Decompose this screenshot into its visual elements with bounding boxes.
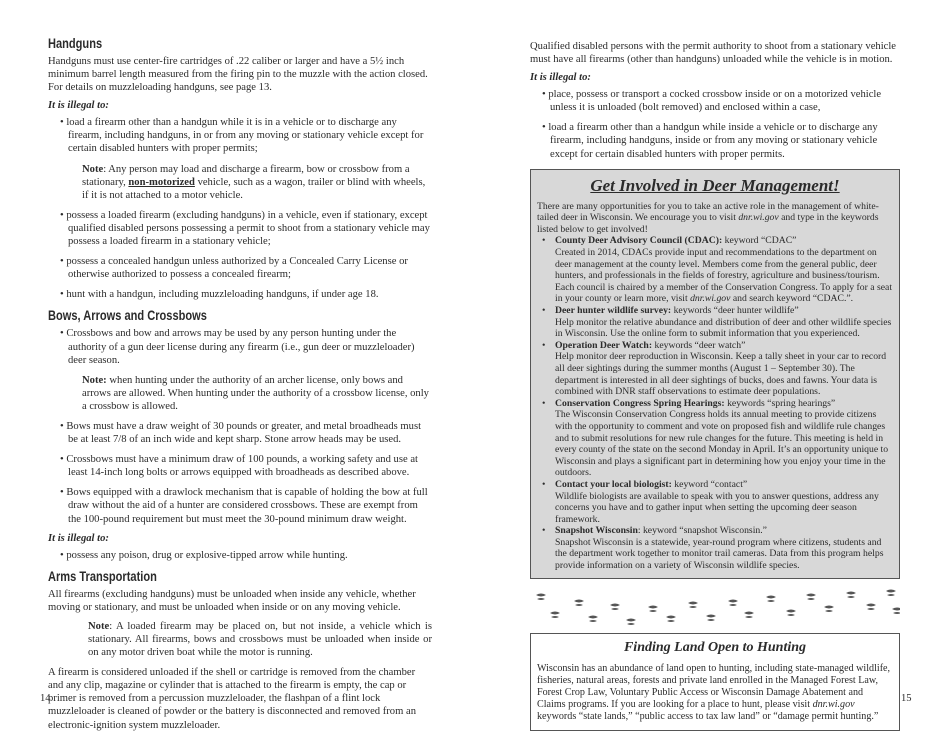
list-item: • Bows equipped with a drawlock mechanism that is capable of holding the bow at full draw without the aid of a hunter are considered crossbows. These are exempt from the 100-pound requirement but must meet the 30-pound minimum draw weight. xyxy=(60,486,432,525)
right-intro: Qualified disabled persons with the permit authority to shoot from a stationary vehicle must have all firearms (other than handguns) unloaded while the vehicle is in motion. xyxy=(530,41,896,66)
illegal-label: It is illegal to: xyxy=(530,72,591,84)
arms-para: A firearm is considered unloaded if the shell or cartridge is removed from the chamber and any clip, magazine or cylinder that is attached to the firearm is empty, the cap or primer is removed from a percussion muzzleloader, the flashpan of a flint lock muzzleloader is cleaned of powder or the battery is disconnected and removed from an electronic-ignition system muzzleloader. xyxy=(48,667,416,731)
deer-item: • Operation Deer Watch: keywords “deer watch” Help monitor deer reproduction in Wisconsin. Keep a tally sheet in your car to record all deer sightings during the summer months (August 1 – September 30). The department is interested in all deer sightings of bucks, does and fawns. Your data is combined with DNR staff observations to estimate deer populations. xyxy=(555,340,893,398)
right-page xyxy=(530,36,900,731)
land-box-text: Wisconsin has an abundance of land open to hunting, including state-managed wildlife, fisheries, natural areas, forests and private land enrolled in the Managed Forest Law, Forest Crop Law, Voluntary Public Access or Wisconsin Damage Abatement and Claims programs. If you are looking for a place to hunt, please visit dnr.wi.gov keywords “state lands,” “public access to tax law land” or “damage permit hunting.” xyxy=(537,662,891,723)
list-item: • possess a loaded firearm (excluding handguns) in a vehicle, even if stationary, except qualified disabled persons possessing a permit to shoot from a stationary vehicle may possess a loaded firearm in a stationary vehicle; xyxy=(60,209,432,248)
page-number-right: 15 xyxy=(901,693,912,704)
deer-management-box xyxy=(530,169,900,579)
deer-item: • County Deer Advisory Council (CDAC): keyword “CDAC” Created in 2014, CDACs provide input and recommendations to the department on deer management at the county level. Members come from the general public, deer hunters, and professionals in the fields of forestry, agriculture and business/tourism. Each council is chaired by a member of the Conservation Congress. To apply for a seat in your county or learn more, visit dnr.wi.gov and search keyword “CDAC.”. xyxy=(555,235,893,305)
illegal-label: It is illegal to: xyxy=(48,532,109,544)
page-number-left: 14 xyxy=(40,693,51,704)
arms-para: All firearms (excluding handguns) must be unloaded when inside any vehicle, whether moving or stationary, and must be unloaded when inside or on any moving vehicle. xyxy=(48,588,416,613)
bows-heading: Bows, Arrows and Crossbows xyxy=(48,308,207,324)
deer-item: • Deer hunter wildlife survey: keywords “deer hunter wildlife” Help monitor the relative abundance and distribution of deer and other wildlife species in Wisconsin. Use the online form to submit information that you experienced. xyxy=(555,305,893,340)
arms-heading: Arms Transportation xyxy=(48,568,157,584)
list-item: • Crossbows must have a minimum draw of 100 pounds, a working safety and use at least 14-inch long bolts or arrows equipped with broadheads as described above. xyxy=(60,453,432,479)
note: Note: A loaded firearm may be placed on, but not inside, a vehicle which is stationary. All firearms, bows and crossbows must be unloaded when inside or on any motor driven boat while the motor is running. xyxy=(88,620,432,659)
deer-items-list xyxy=(537,235,893,571)
land-box-title: Finding Land Open to Hunting xyxy=(623,639,807,655)
list-item: • possess any poison, drug or explosive-tipped arrow while hunting. xyxy=(60,549,432,562)
list-item: • Bows must have a draw weight of 30 pounds or greater, and metal broadheads must be at least 7/8 of an inch wide and kept sharp. Stone arrow heads may be used. xyxy=(60,420,432,446)
list-item: • load a firearm other than a handgun while inside a vehicle or to discharge any firearm, including handguns, inside or from any moving or stationary vehicle except for certain disabled hunters with proper permits. xyxy=(542,121,900,160)
list-item: • possess a concealed handgun unless authorized by a Concealed Carry License or otherwise authorized to possess a concealed firearm; xyxy=(60,255,432,281)
land-box xyxy=(530,633,900,731)
note: Note: Any person may load and discharge a firearm, bow or crossbow from a stationary, non-motorized vehicle, such as a wagon, trailer or blind with wheels, if it is not attached to a motor vehicle. xyxy=(82,163,426,201)
deer-tracks-icon xyxy=(530,587,900,627)
illegal-label: It is illegal to: xyxy=(48,100,109,112)
list-item: • load a firearm other than a handgun while it is in a vehicle or to discharge any firearm, including handguns, in or from any moving or stationary vehicle except for certain disabled hunters with proper permits; xyxy=(60,116,432,155)
deer-item: • Contact your local biologist: keyword “contact” Wildlife biologists are available to speak with you to answer questions, address any concerns you have and to gather input when setting the upcoming deer season framework. xyxy=(555,479,893,525)
deer-item: • Conservation Congress Spring Hearings: keywords “spring hearings” The Wisconsin Conservation Congress holds its annual meeting to provide citizens with the opportunity to comment and vote on proposed fish and wildlife rule changes and to submit resolutions for new rule changes for the future. This meeting is held in every county of the state on the second Monday in April. It’s an opportunity unique to Wisconsin and plays a significant part in determining how you enjoy your time in the outdoors. xyxy=(555,398,893,479)
handguns-intro: Handguns must use center-fire cartridges of .22 caliber or larger and have a 5½ inch minimum barrel length measured from the firing pin to the muzzle with the action closed. For details on muzzleloading handguns, see page 13. xyxy=(48,56,428,94)
deer-box-intro: There are many opportunities for you to take an active role in the management of white-tailed deer in Wisconsin. We encourage you to visit dnr.wi.gov and type in the keywords listed below to get involved! xyxy=(537,200,879,235)
list-item: • Crossbows and bow and arrows may be used by any person hunting under the authority of a gun deer license during any firearm (i.e., gun deer or muzzleloader) deer season. xyxy=(60,327,432,366)
deer-box-title: Get Involved in Deer Management! xyxy=(590,175,840,195)
deer-item: • Snapshot Wisconsin: keyword “snapshot Wisconsin.” Snapshot Wisconsin is a statewide, year-round program where citizens, students and the department work together to monitor trail cameras. Data from this program helps provide information on a variety of Wisconsin wildlife species. xyxy=(555,525,893,571)
note: Note: when hunting under the authority of an archer license, only bows and arrows are allowed. When hunting under the authority of a crossbow license, only a crossbow is allowed. xyxy=(82,374,429,412)
list-item: • place, possess or transport a cocked crossbow inside or on a motorized vehicle unless it is unloaded (bolt removed) and enclosed within a case, xyxy=(542,88,900,114)
left-page xyxy=(48,36,432,732)
handguns-heading: Handguns xyxy=(48,36,103,51)
list-item: • hunt with a handgun, including muzzleloading handguns, if under age 18. xyxy=(60,288,432,301)
